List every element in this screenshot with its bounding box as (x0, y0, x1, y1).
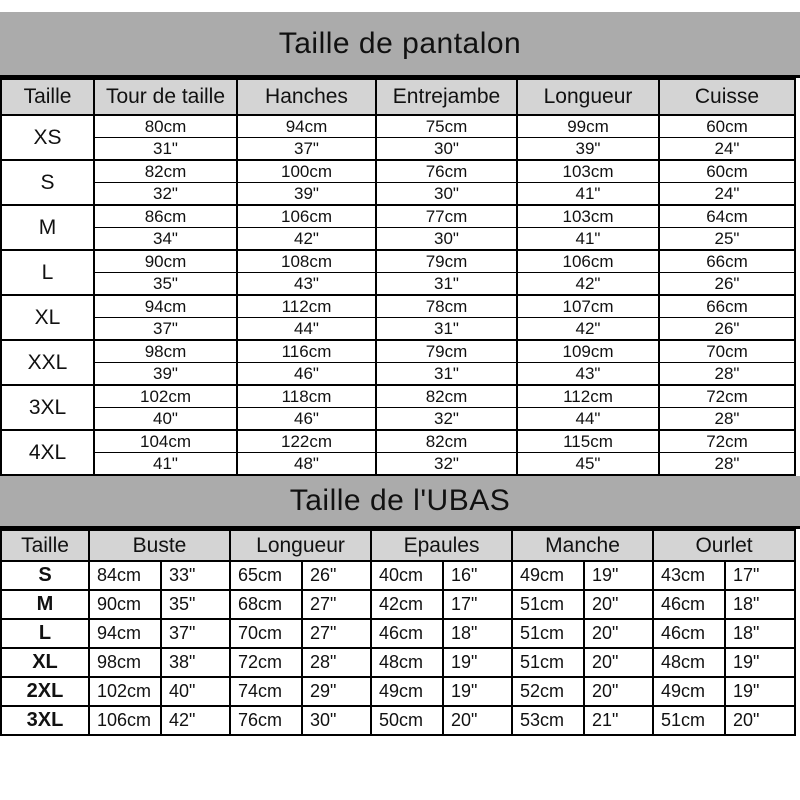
ubas-inch-value-cell: 40" (161, 677, 230, 706)
ubas-inch-value-cell: 19" (443, 648, 512, 677)
ubas-cm-value-cell: 49cm (512, 561, 584, 590)
ubas-inch-value-cell: 30" (302, 706, 371, 735)
pants-cm-value-cell: 106cm (237, 205, 376, 228)
pants-cm-value-cell: 60cm (659, 115, 795, 138)
pants-inch-value-cell: 32" (376, 408, 517, 431)
pants-cm-value-cell: 90cm (94, 250, 237, 273)
ubas-column-header-buste: Buste (89, 530, 230, 561)
ubas-column-header-taille: Taille (1, 530, 89, 561)
pants-cm-value-cell: 70cm (659, 340, 795, 363)
ubas-cm-value-cell: 51cm (512, 590, 584, 619)
pants-size-cell: XXL (1, 340, 94, 385)
ubas-cm-value-cell: 40cm (371, 561, 443, 590)
ubas-inch-value-cell: 27" (302, 619, 371, 648)
ubas-cm-value-cell: 48cm (371, 648, 443, 677)
pants-size-cell: 4XL (1, 430, 94, 475)
pants-cm-value-cell: 100cm (237, 160, 376, 183)
pants-inch-value-cell: 42" (517, 318, 659, 341)
ubas-row (1, 677, 795, 706)
pants-row-inches (1, 453, 795, 476)
ubas-cm-value-cell: 76cm (230, 706, 302, 735)
ubas-row (1, 648, 795, 677)
pants-size-cell: XL (1, 295, 94, 340)
pants-inch-value-cell: 39" (517, 138, 659, 161)
pants-inch-value-cell: 31" (376, 318, 517, 341)
pants-cm-value-cell: 104cm (94, 430, 237, 453)
pants-inch-value-cell: 46" (237, 408, 376, 431)
pants-cm-value-cell: 72cm (659, 430, 795, 453)
ubas-cm-value-cell: 72cm (230, 648, 302, 677)
ubas-row (1, 706, 795, 735)
pants-column-header-hanches: Hanches (237, 79, 376, 115)
pants-cm-value-cell: 106cm (517, 250, 659, 273)
pants-inch-value-cell: 41" (517, 183, 659, 206)
ubas-cm-value-cell: 46cm (371, 619, 443, 648)
ubas-inch-value-cell: 20" (584, 590, 653, 619)
pants-row-cm (1, 205, 795, 228)
ubas-inch-value-cell: 37" (161, 619, 230, 648)
ubas-inch-value-cell: 19" (443, 677, 512, 706)
ubas-cm-value-cell: 53cm (512, 706, 584, 735)
ubas-cm-value-cell: 90cm (89, 590, 161, 619)
pants-inch-value-cell: 32" (94, 183, 237, 206)
ubas-inch-value-cell: 19" (584, 561, 653, 590)
pants-inch-value-cell: 28" (659, 408, 795, 431)
ubas-inch-value-cell: 18" (725, 590, 795, 619)
pants-inch-value-cell: 43" (517, 363, 659, 386)
pants-inch-value-cell: 39" (94, 363, 237, 386)
pants-row-cm (1, 160, 795, 183)
pants-cm-value-cell: 66cm (659, 250, 795, 273)
pants-cm-value-cell: 102cm (94, 385, 237, 408)
pants-inch-value-cell: 24" (659, 138, 795, 161)
pants-cm-value-cell: 78cm (376, 295, 517, 318)
ubas-cm-value-cell: 51cm (653, 706, 725, 735)
ubas-cm-value-cell: 52cm (512, 677, 584, 706)
pants-column-header-tour-de-taille: Tour de taille (94, 79, 237, 115)
ubas-cm-value-cell: 51cm (512, 619, 584, 648)
pants-cm-value-cell: 94cm (94, 295, 237, 318)
pants-cm-value-cell: 72cm (659, 385, 795, 408)
pants-inch-value-cell: 26" (659, 318, 795, 341)
pants-row-inches (1, 273, 795, 296)
pants-inch-value-cell: 37" (237, 138, 376, 161)
pants-row-cm (1, 385, 795, 408)
pants-size-cell: S (1, 160, 94, 205)
pants-inch-value-cell: 28" (659, 453, 795, 476)
pants-cm-value-cell: 80cm (94, 115, 237, 138)
ubas-inch-value-cell: 33" (161, 561, 230, 590)
ubas-inch-value-cell: 19" (725, 648, 795, 677)
ubas-cm-value-cell: 46cm (653, 619, 725, 648)
pants-inch-value-cell: 42" (237, 228, 376, 251)
pants-inch-value-cell: 41" (94, 453, 237, 476)
pants-cm-value-cell: 118cm (237, 385, 376, 408)
pants-cm-value-cell: 60cm (659, 160, 795, 183)
pants-cm-value-cell: 82cm (376, 385, 517, 408)
pants-size-cell: XS (1, 115, 94, 160)
ubas-inch-value-cell: 26" (302, 561, 371, 590)
ubas-size-cell: 3XL (1, 706, 89, 735)
pants-cm-value-cell: 76cm (376, 160, 517, 183)
pants-size-cell: L (1, 250, 94, 295)
pants-cm-value-cell: 82cm (94, 160, 237, 183)
pants-column-header-cuisse: Cuisse (659, 79, 795, 115)
ubas-inch-value-cell: 42" (161, 706, 230, 735)
pants-cm-value-cell: 77cm (376, 205, 517, 228)
pants-cm-value-cell: 98cm (94, 340, 237, 363)
pants-inch-value-cell: 39" (237, 183, 376, 206)
pants-row-inches (1, 228, 795, 251)
pants-row-inches (1, 138, 795, 161)
pants-inch-value-cell: 31" (376, 363, 517, 386)
ubas-table-title: Taille de l'UBAS (289, 484, 511, 517)
ubas-cm-value-cell: 102cm (89, 677, 161, 706)
pants-cm-value-cell: 109cm (517, 340, 659, 363)
pants-size-cell: 3XL (1, 385, 94, 430)
pants-cm-value-cell: 103cm (517, 205, 659, 228)
pants-inch-value-cell: 42" (517, 273, 659, 296)
ubas-row (1, 590, 795, 619)
pants-inch-value-cell: 31" (94, 138, 237, 161)
ubas-inch-value-cell: 20" (725, 706, 795, 735)
pants-cm-value-cell: 75cm (376, 115, 517, 138)
ubas-title-band (0, 476, 800, 529)
ubas-cm-value-cell: 43cm (653, 561, 725, 590)
ubas-inch-value-cell: 17" (443, 590, 512, 619)
ubas-inch-value-cell: 20" (443, 706, 512, 735)
pants-cm-value-cell: 108cm (237, 250, 376, 273)
ubas-inch-value-cell: 21" (584, 706, 653, 735)
pants-inch-value-cell: 25" (659, 228, 795, 251)
pants-inch-value-cell: 26" (659, 273, 795, 296)
pants-row-inches (1, 318, 795, 341)
ubas-cm-value-cell: 74cm (230, 677, 302, 706)
pants-cm-value-cell: 79cm (376, 250, 517, 273)
pants-column-header-taille: Taille (1, 79, 94, 115)
pants-row-cm (1, 295, 795, 318)
ubas-inch-value-cell: 20" (584, 648, 653, 677)
ubas-cm-value-cell: 49cm (653, 677, 725, 706)
ubas-cm-value-cell: 94cm (89, 619, 161, 648)
ubas-column-header-ourlet: Ourlet (653, 530, 795, 561)
pants-inch-value-cell: 37" (94, 318, 237, 341)
pants-row-cm (1, 250, 795, 273)
pants-table-body (1, 115, 795, 475)
ubas-inch-value-cell: 18" (443, 619, 512, 648)
ubas-inch-value-cell: 19" (725, 677, 795, 706)
pants-inch-value-cell: 45" (517, 453, 659, 476)
pants-table-title: Taille de pantalon (278, 26, 522, 60)
ubas-inch-value-cell: 38" (161, 648, 230, 677)
pants-cm-value-cell: 94cm (237, 115, 376, 138)
pants-inch-value-cell: 28" (659, 363, 795, 386)
pants-inch-value-cell: 31" (376, 273, 517, 296)
ubas-inch-value-cell: 28" (302, 648, 371, 677)
ubas-table-body (1, 561, 795, 735)
ubas-row (1, 619, 795, 648)
pants-cm-value-cell: 66cm (659, 295, 795, 318)
ubas-inch-value-cell: 35" (161, 590, 230, 619)
pants-row-cm (1, 115, 795, 138)
ubas-inch-value-cell: 18" (725, 619, 795, 648)
ubas-cm-value-cell: 50cm (371, 706, 443, 735)
ubas-size-table (0, 529, 796, 736)
pants-row-inches (1, 408, 795, 431)
pants-cm-value-cell: 116cm (237, 340, 376, 363)
ubas-cm-value-cell: 48cm (653, 648, 725, 677)
pants-inch-value-cell: 30" (376, 138, 517, 161)
ubas-size-cell: L (1, 619, 89, 648)
pants-row-inches (1, 363, 795, 386)
pants-inch-value-cell: 44" (237, 318, 376, 341)
pants-inch-value-cell: 41" (517, 228, 659, 251)
ubas-cm-value-cell: 70cm (230, 619, 302, 648)
ubas-cm-value-cell: 106cm (89, 706, 161, 735)
ubas-inch-value-cell: 16" (443, 561, 512, 590)
ubas-cm-value-cell: 49cm (371, 677, 443, 706)
ubas-cm-value-cell: 42cm (371, 590, 443, 619)
pants-inch-value-cell: 40" (94, 408, 237, 431)
ubas-inch-value-cell: 29" (302, 677, 371, 706)
pants-size-cell: M (1, 205, 94, 250)
pants-inch-value-cell: 43" (237, 273, 376, 296)
pants-cm-value-cell: 107cm (517, 295, 659, 318)
ubas-cm-value-cell: 68cm (230, 590, 302, 619)
pants-inch-value-cell: 46" (237, 363, 376, 386)
pants-row-inches (1, 183, 795, 206)
pants-row-cm (1, 430, 795, 453)
ubas-cm-value-cell: 98cm (89, 648, 161, 677)
pants-cm-value-cell: 79cm (376, 340, 517, 363)
ubas-size-cell: XL (1, 648, 89, 677)
pants-cm-value-cell: 112cm (517, 385, 659, 408)
ubas-size-cell: S (1, 561, 89, 590)
pants-cm-value-cell: 64cm (659, 205, 795, 228)
pants-size-table (0, 78, 796, 476)
pants-inch-value-cell: 48" (237, 453, 376, 476)
ubas-inch-value-cell: 20" (584, 619, 653, 648)
ubas-size-cell: 2XL (1, 677, 89, 706)
pants-cm-value-cell: 99cm (517, 115, 659, 138)
pants-inch-value-cell: 24" (659, 183, 795, 206)
ubas-cm-value-cell: 84cm (89, 561, 161, 590)
pants-column-header-entrejambe: Entrejambe (376, 79, 517, 115)
pants-inch-value-cell: 32" (376, 453, 517, 476)
pants-inch-value-cell: 35" (94, 273, 237, 296)
pants-cm-value-cell: 82cm (376, 430, 517, 453)
ubas-column-header-longueur: Longueur (230, 530, 371, 561)
pants-cm-value-cell: 112cm (237, 295, 376, 318)
ubas-cm-value-cell: 65cm (230, 561, 302, 590)
ubas-row (1, 561, 795, 590)
pants-inch-value-cell: 44" (517, 408, 659, 431)
pants-cm-value-cell: 86cm (94, 205, 237, 228)
ubas-inch-value-cell: 27" (302, 590, 371, 619)
ubas-header-row (1, 530, 795, 561)
pants-inch-value-cell: 34" (94, 228, 237, 251)
pants-inch-value-cell: 30" (376, 228, 517, 251)
ubas-inch-value-cell: 17" (725, 561, 795, 590)
pants-cm-value-cell: 122cm (237, 430, 376, 453)
ubas-cm-value-cell: 46cm (653, 590, 725, 619)
ubas-size-cell: M (1, 590, 89, 619)
ubas-column-header-manche: Manche (512, 530, 653, 561)
pants-column-header-longueur: Longueur (517, 79, 659, 115)
pants-row-cm (1, 340, 795, 363)
pants-cm-value-cell: 115cm (517, 430, 659, 453)
ubas-inch-value-cell: 20" (584, 677, 653, 706)
pants-inch-value-cell: 30" (376, 183, 517, 206)
pants-title-band (0, 12, 800, 78)
pants-header-row (1, 79, 795, 115)
ubas-column-header-epaules: Epaules (371, 530, 512, 561)
pants-cm-value-cell: 103cm (517, 160, 659, 183)
ubas-cm-value-cell: 51cm (512, 648, 584, 677)
